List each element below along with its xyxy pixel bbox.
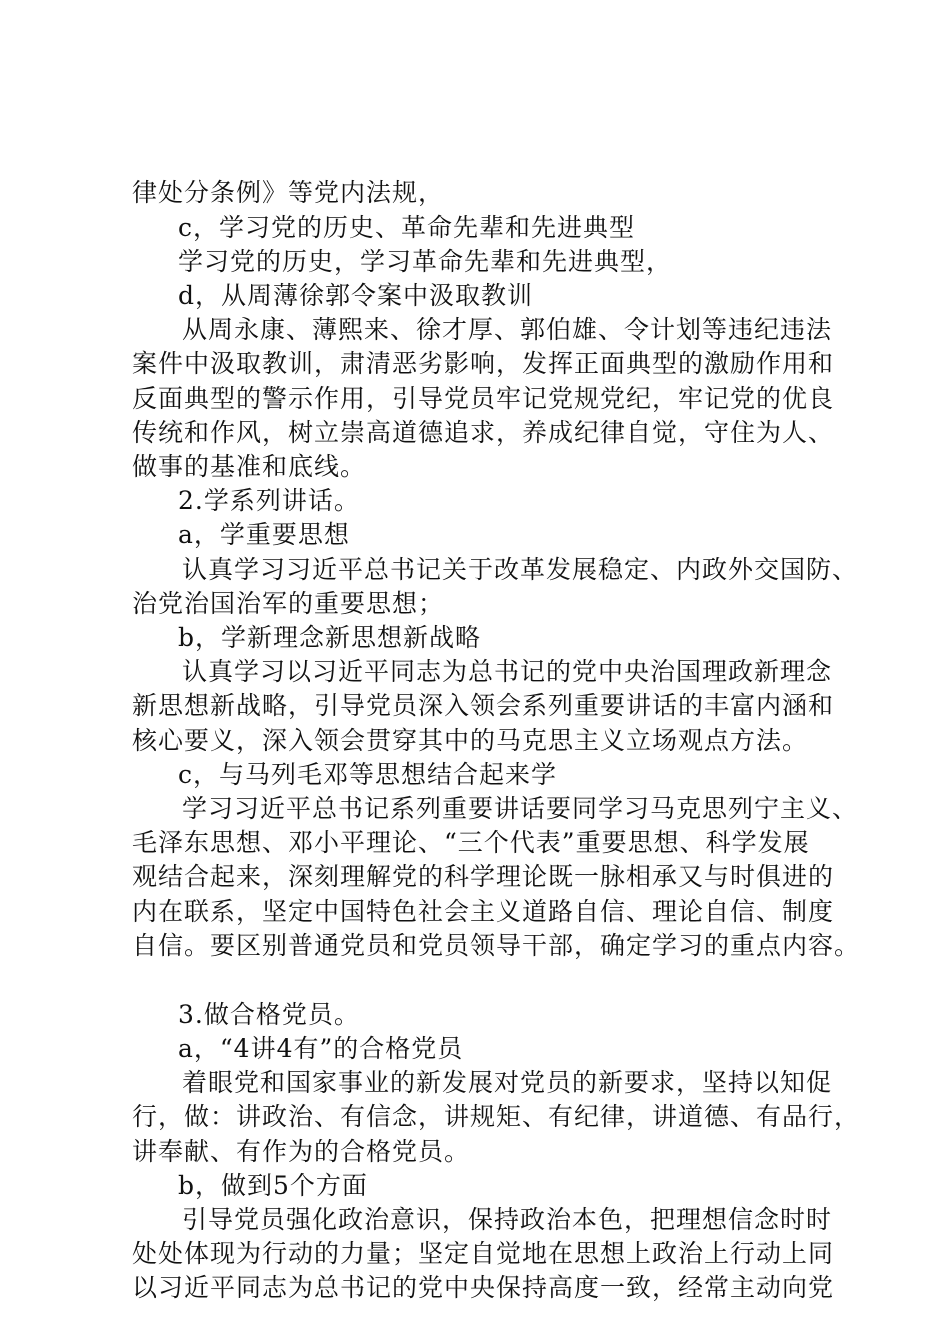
paragraph-line: 从周永康、薄熙来、徐才厚、郭伯雄、令计划等违纪违法 [182, 315, 833, 344]
paragraph-line: 认真学习以习近平同志为总书记的党中央治国理政新理念 [182, 657, 833, 686]
paragraph-line: 传统和作风，树立崇高道德追求，养成纪律自觉，守住为人、 [132, 418, 835, 447]
paragraph-line: 学习习近平总书记系列重要讲话要同学习马克思列宁主义、 [182, 794, 859, 823]
paragraph-line: 观结合起来，深刻理解党的科学理论既一脉相承又与时俱进的 [132, 862, 835, 891]
paragraph-line: 反面典型的警示作用，引导党员牢记党规党纪，牢记党的优良 [132, 384, 835, 413]
paragraph-line: 着眼党和国家事业的新发展对党员的新要求，坚持以知促 [182, 1068, 833, 1097]
paragraph-line: 毛泽东思想、邓小平理论、“三个代表”重要思想、科学发展 [132, 828, 810, 857]
paragraph-line: 处处体现为行动的力量；坚定自觉地在思想上政治上行动上同 [132, 1239, 835, 1268]
paragraph-line: 引导党员强化政治意识，保持政治本色，把理想信念时时 [182, 1205, 833, 1234]
section-heading-3: 3.做合格党员。 [178, 1000, 360, 1029]
paragraph-line: 治党治国治军的重要思想； [132, 589, 445, 618]
paragraph-line: 案件中汲取教训，肃清恶劣影响，发挥正面典型的激励作用和 [132, 349, 835, 378]
section-heading-2: 2.学系列讲话。 [178, 486, 360, 515]
paragraph-line: 核心要义，深入领会贯穿其中的马克思主义立场观点方法。 [132, 726, 809, 755]
text-line: 律处分条例》等党内法规， [132, 178, 445, 207]
paragraph-line: 以习近平同志为总书记的党中央保持高度一致，经常主动向党 [132, 1273, 835, 1302]
subheading-c: c，与马列毛邓等思想结合起来学 [178, 760, 558, 789]
subheading-c: c，学习党的历史、革命先辈和先进典型 [178, 213, 636, 242]
paragraph-line: 自信。要区别普通党员和党员领导干部，确定学习的重点内容。 [132, 931, 861, 960]
subheading-a: a，“4讲4有”的合格党员 [178, 1034, 464, 1063]
paragraph-line: 讲奉献、有作为的合格党员。 [132, 1137, 471, 1166]
subheading-b: b，学新理念新思想新战略 [178, 623, 482, 652]
text-line: 学习党的历史，学习革命先辈和先进典型， [178, 247, 673, 276]
subheading-a: a，学重要思想 [178, 520, 350, 549]
subheading-d: d，从周薄徐郭令案中汲取教训 [178, 281, 534, 310]
paragraph-line: 新思想新战略，引导党员深入领会系列重要讲话的丰富内涵和 [132, 691, 835, 720]
paragraph-line: 做事的基准和底线。 [132, 452, 367, 481]
paragraph-line: 认真学习习近平总书记关于改革发展稳定、内政外交国防、 [182, 555, 859, 584]
paragraph-line: 内在联系，坚定中国特色社会主义道路自信、理论自信、制度 [132, 897, 835, 926]
paragraph-line: 行，做：讲政治、有信念，讲规矩、有纪律，讲道德、有品行， [132, 1102, 861, 1131]
subheading-b: b，做到5个方面 [178, 1171, 368, 1200]
